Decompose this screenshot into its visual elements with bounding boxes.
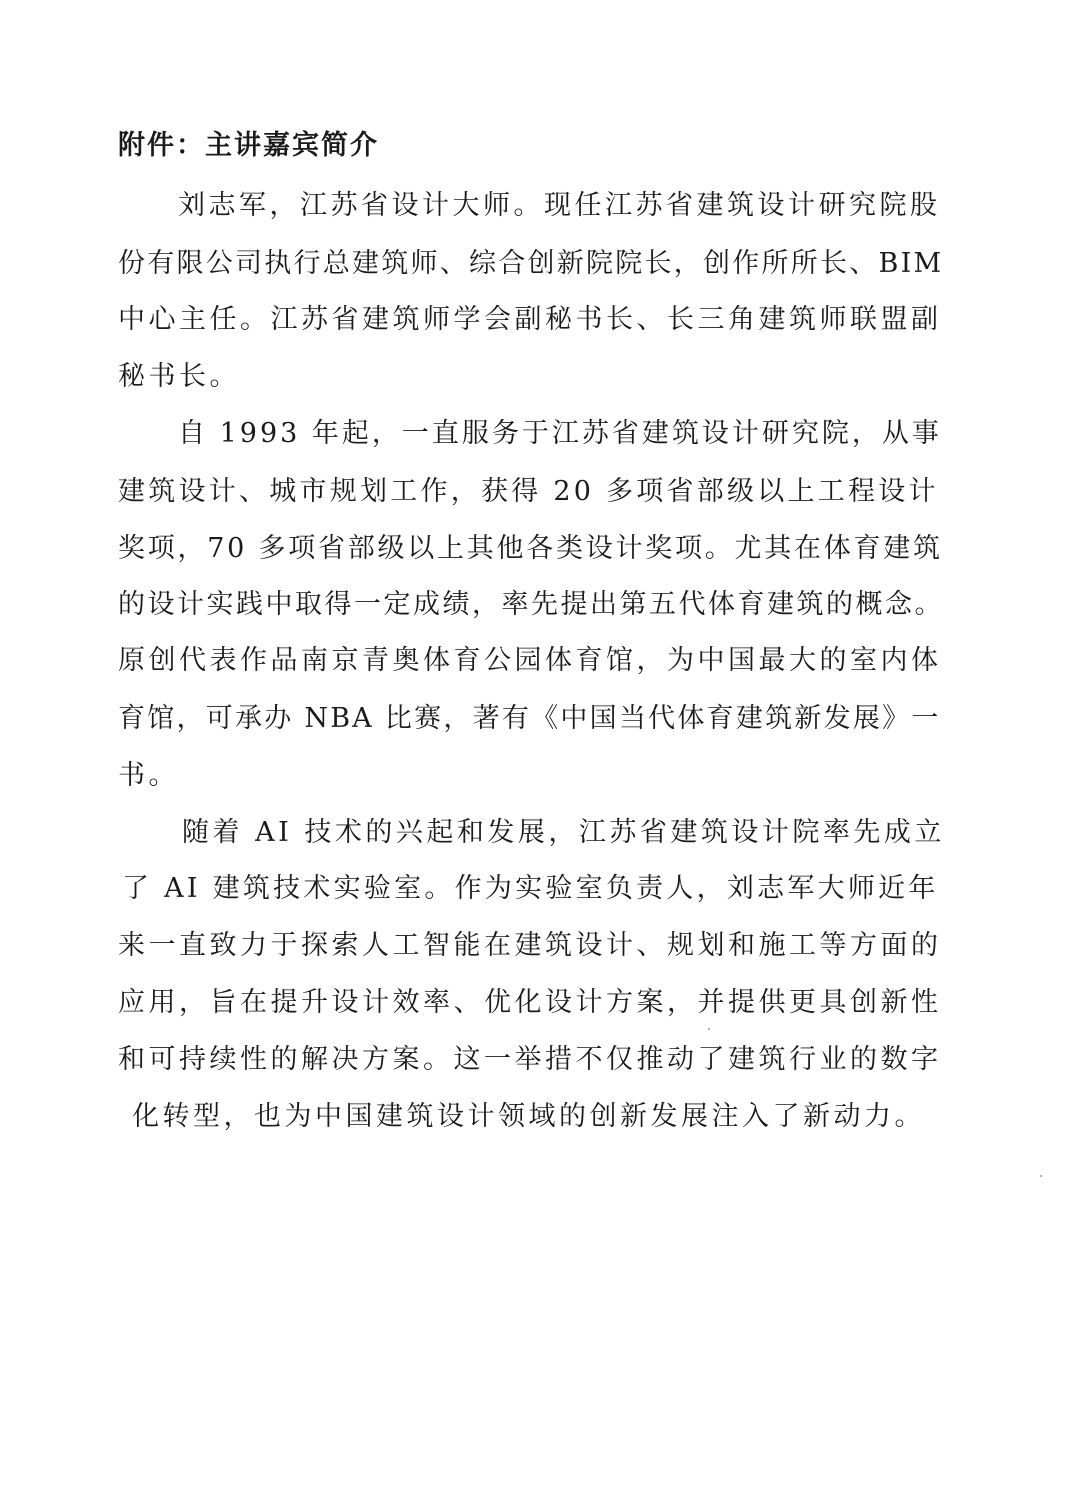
paragraph-2-line-5: 原创代表作品南京青奥体育公园体育馆，为中国最大的室内体 — [118, 645, 942, 676]
paragraph-3-line-5: 和可持续性的解决方案。这一举措不仅推动了建筑行业的数字 — [118, 1044, 942, 1075]
paragraph-1-line-3: 中心主任。江苏省建筑师学会副秘书长、长三角建筑师联盟副 — [118, 304, 942, 335]
scan-speck — [1040, 1175, 1042, 1177]
paragraph-2-line-6: 育馆，可承办 NBA 比赛，著有《中国当代体育建筑新发展》一 — [118, 703, 941, 734]
paragraph-3-line-3: 来一直致力于探索人工智能在建筑设计、规划和施工等方面的 — [118, 930, 942, 961]
paragraph-1-line-1: 刘志军，江苏省设计大师。现任江苏省建筑设计研究院股 — [178, 190, 941, 221]
paragraph-1-line-4: 秘书长。 — [118, 361, 240, 392]
scan-speck — [708, 1028, 710, 1030]
paragraph-3-line-4: 应用，旨在提升设计效率、优化设计方案，并提供更具创新性 — [118, 987, 942, 1018]
attachment-heading: 附件：主讲嘉宾简介 — [118, 130, 379, 161]
paragraph-2-line-2: 建筑设计、城市规划工作，获得 20 多项省部级以上工程设计 — [118, 476, 939, 507]
paragraph-3-line-2: 了 AI 建筑技术实验室。作为实验室负责人，刘志军大师近年 — [122, 873, 939, 904]
paragraph-3-line-1: 随着 AI 技术的兴起和发展，江苏省建筑设计院率先成立 — [182, 817, 945, 848]
paragraph-2-line-4: 的设计实践中取得一定成绩，率先提出第五代体育建筑的概念。 — [118, 589, 944, 620]
paragraph-2-line-7: 书。 — [118, 760, 179, 791]
paragraph-1-line-2: 份有限公司执行总建筑师、综合创新院院长，创作所所长、BIM — [118, 248, 944, 279]
paragraph-2-line-3: 奖项，70 多项省部级以上其他各类设计奖项。尤其在体育建筑 — [118, 533, 943, 564]
paragraph-3-line-6: 化转型，也为中国建筑设计领域的创新发展注入了新动力。 — [132, 1101, 925, 1132]
paragraph-2-line-1: 自 1993 年起，一直服务于江苏省建筑设计研究院，从事 — [178, 418, 942, 449]
